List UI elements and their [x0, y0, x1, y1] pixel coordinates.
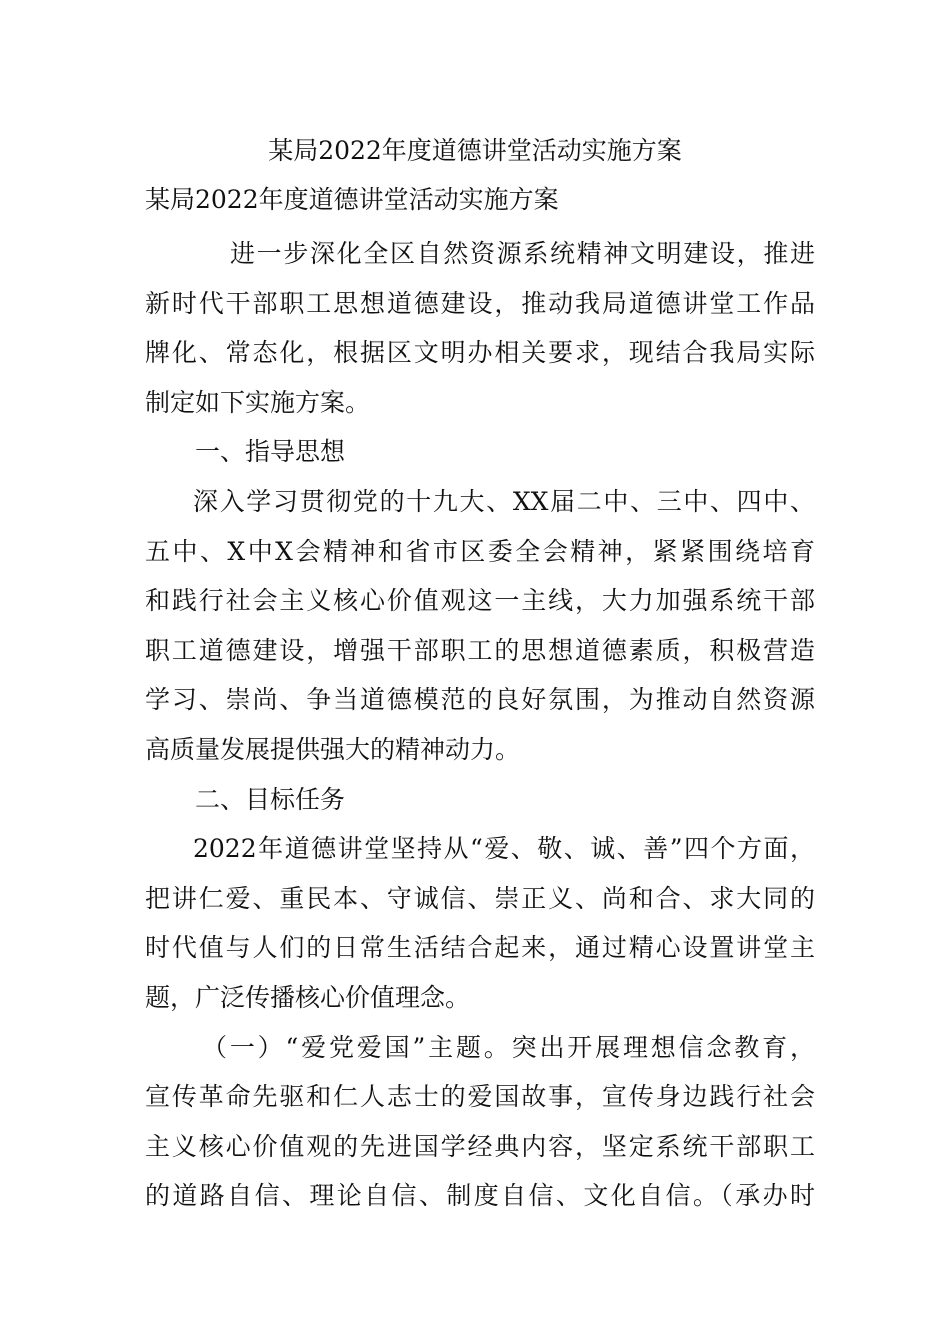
paragraph-line: 深入学习贯彻党的十九大、XX届二中、三中、四中、	[193, 486, 815, 516]
paragraph-line: 学习、崇尚、争当道德模范的良好氛围，为推动自然资源	[145, 685, 815, 715]
document-subtitle: 某局2022年度道德讲堂活动实施方案	[145, 185, 559, 214]
paragraph-line: 和践行社会主义核心价值观这一主线，大力加强系统干部	[145, 586, 815, 616]
paragraph-line: 新时代干部职工思想道德建设，推动我局道德讲堂工作品	[145, 288, 815, 318]
paragraph-line: 五中、X中X会精神和省市区委全会精神，紧紧围绕培育	[145, 536, 815, 566]
document-body	[145, 229, 815, 1221]
paragraph-line: （一）“爱党爱国”主题。突出开展理想信念教育，	[202, 1032, 815, 1062]
section-heading: 一、指导思想	[195, 437, 346, 467]
paragraph-line: 的道路自信、理论自信、制度自信、文化自信。（承办时	[145, 1181, 815, 1211]
paragraph-line: 制定如下实施方案。	[145, 387, 371, 417]
paragraph-line: 题，广泛传播核心价值理念。	[145, 982, 471, 1012]
paragraph-line: 时代值与人们的日常生活结合起来，通过精心设置讲堂主	[145, 933, 815, 963]
paragraph-line: 主义核心价值观的先进国学经典内容，坚定系统干部职工	[145, 1131, 815, 1161]
paragraph-line: 进一步深化全区自然资源系统精神文明建设，推进	[230, 239, 815, 268]
paragraph-line: 把讲仁爱、重民本、守诚信、崇正义、尚和合、求大同的	[145, 883, 815, 913]
paragraph-line: 宣传革命先驱和仁人志士的爱国故事，宣传身边践行社会	[145, 1082, 815, 1112]
paragraph-line: 牌化、常态化，根据区文明办相关要求，现结合我局实际	[145, 338, 815, 368]
document-title: 某局2022年度道德讲堂活动实施方案	[268, 136, 682, 165]
paragraph-line: 高质量发展提供强大的精神动力。	[145, 734, 521, 764]
paragraph-line: 2022年道德讲堂坚持从“爱、敬、诚、善”四个方面，	[193, 834, 815, 864]
section-heading: 二、目标任务	[195, 784, 346, 814]
paragraph-line: 职工道德建设，增强干部职工的思想道德素质，积极营造	[145, 635, 815, 665]
